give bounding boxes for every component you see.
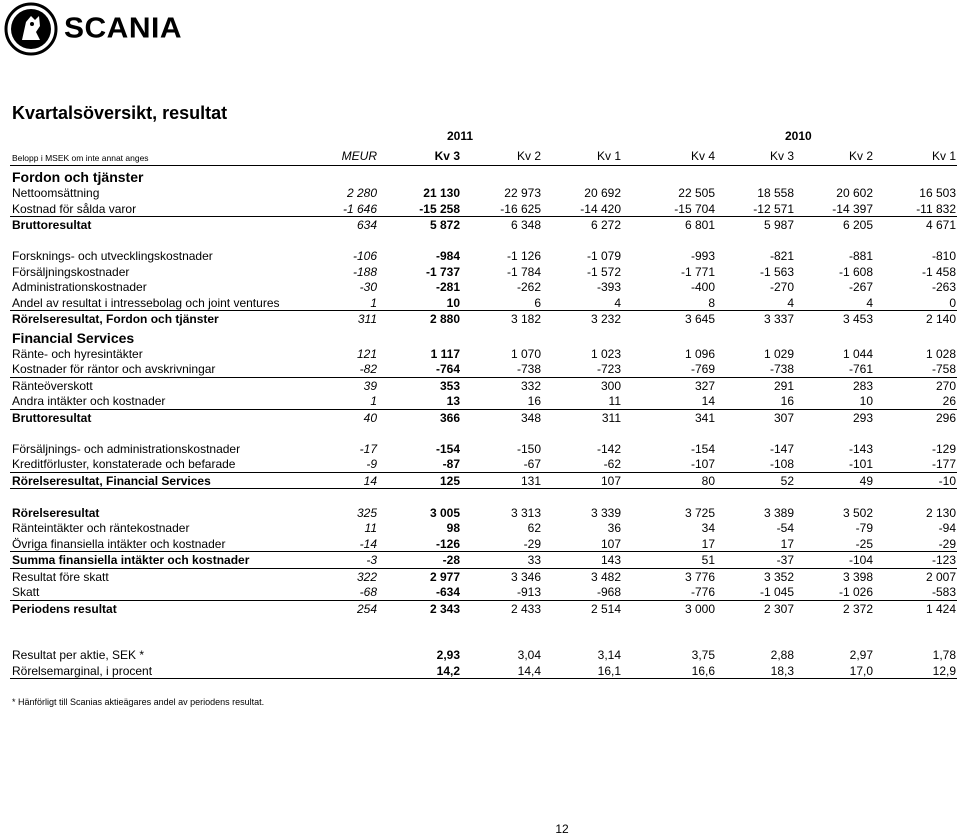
cell-value: 2 343 [429,601,460,616]
cell-value: 296 [935,410,956,425]
table-row [10,361,957,378]
table-row [10,456,957,473]
row-label: Ränte- och hyresintäkter [12,346,143,361]
cell-value: 26 [942,394,956,408]
row-label: Ränteintäkter och räntekostnader [12,521,190,535]
table-row [10,217,957,233]
cell-value: 2 130 [925,505,956,520]
griffin-emblem-icon [4,2,58,56]
cell-value: -101 [848,457,873,471]
table-row [10,279,957,295]
cell-value: -16 625 [500,201,541,216]
cell-value: -12 571 [753,201,794,216]
cell-value: 341 [694,410,715,425]
cell-value: 16,1 [597,663,621,678]
cell-value: -913 [516,585,541,599]
column-header: Kv 1 [596,149,621,163]
row-label: Kostnader för räntor och avskrivningar [12,362,216,376]
cell-value: 311 [601,410,621,425]
cell-value: 16,6 [691,663,715,678]
cell-value: 3 645 [684,312,715,326]
scania-logo [4,3,182,55]
cell-value: -1 784 [506,264,541,279]
cell-value: 20 602 [836,186,873,200]
section-heading [10,327,957,346]
cell-value: -1 608 [838,264,873,279]
cell-value: -177 [931,457,956,471]
table-row [10,536,957,553]
cell-value: 332 [520,378,541,393]
cell-value: -1 646 [342,201,377,216]
cell-value: 6 [534,295,541,310]
row-label: Bruttoresultat [12,410,92,425]
table-row [10,473,957,490]
row-label: Andel av resultat i intressebolag och joint ventures [12,295,280,310]
cell-value: -28 [442,553,460,567]
cell-value: 52 [780,473,794,488]
cell-value: -79 [855,521,873,535]
cell-value: -126 [435,536,460,551]
cell-value: -108 [769,457,794,471]
cell-value: 8 [708,295,715,310]
cell-value: 2,97 [849,648,873,662]
row-label: Periodens resultat [12,601,117,616]
cell-value: 22 973 [504,186,541,200]
cell-value: 307 [773,410,794,425]
cell-value: -1 126 [506,249,541,263]
row-label: Kostnad för sålda varor [12,201,137,216]
cell-value: -821 [769,249,794,263]
cell-value: 2 280 [346,186,377,200]
cell-value: -267 [848,280,873,294]
table-row [10,295,957,312]
cell-value: 1,78 [932,648,956,662]
footnote: * Hänförligt till Scanias aktieägares andel av periodens resultat. [12,697,265,707]
column-header-row [10,148,957,166]
cell-value: 366 [439,410,460,425]
cell-value: 14,2 [436,663,460,678]
table-row [10,248,957,264]
table-row [10,505,957,521]
row-label: Ränteöverskott [12,378,93,393]
cell-value: -188 [352,264,377,279]
row-label: Försäljningskostnader [12,264,130,279]
cell-value: -142 [596,441,621,456]
cell-value: 2 307 [763,601,794,616]
cell-value: 10 [446,295,460,310]
cell-value: 107 [600,473,621,488]
cell-value: 3 337 [763,312,794,326]
cell-value: 254 [356,601,377,616]
cell-value: 51 [701,553,715,567]
cell-value: -262 [516,280,541,294]
section-heading [10,166,957,185]
cell-value: 80 [701,473,715,488]
column-header: Kv 1 [931,149,956,163]
table-row [10,393,957,410]
cell-value: 1 028 [925,346,956,361]
cell-value: -9 [366,457,377,471]
cell-value: -881 [848,249,873,263]
cell-value: -30 [359,280,377,294]
spacer-row [10,616,957,632]
cell-value: 2 514 [590,601,621,616]
cell-value: 325 [356,505,377,520]
spacer-row [10,632,957,648]
cell-value: -129 [931,441,956,456]
cell-value: 1 424 [925,601,956,616]
table-row [10,520,957,536]
cell-value: 3 313 [510,505,541,520]
cell-value: -968 [596,585,621,599]
cell-value: 3 346 [510,569,541,584]
cell-value: 311 [357,312,377,326]
row-label: Resultat per aktie, SEK * [12,648,145,662]
cell-value: -3 [366,553,377,567]
column-header: Kv 3 [769,149,794,163]
cell-value: 11 [364,521,377,535]
cell-value: -993 [690,249,715,263]
cell-value: 20 692 [584,186,621,200]
cell-value: -87 [442,457,460,471]
cell-value: 3 000 [684,601,715,616]
row-label: Forsknings- och utvecklingskostnader [12,249,213,263]
cell-value: 17,0 [849,663,873,678]
row-label: Summa finansiella intäkter och kostnader [12,553,250,567]
cell-value: 3 005 [429,505,460,520]
cell-value: 348 [520,410,541,425]
cell-value: 3 482 [590,569,621,584]
cell-value: -17 [359,441,377,456]
cell-value: -1 079 [586,249,621,263]
cell-value: 1 070 [510,346,541,361]
row-label: Rörelsemarginal, i procent [12,663,153,678]
page-number: 12 [555,822,569,836]
cell-value: -154 [435,441,460,456]
cell-value: 300 [600,378,621,393]
cell-value: -29 [938,536,956,551]
cell-value: 1 [370,394,377,408]
cell-value: 6 801 [684,218,715,232]
cell-value: 98 [446,521,460,535]
cell-value: 14,4 [517,663,541,678]
cell-value: -14 397 [832,201,873,216]
row-label: Andra intäkter och kostnader [12,394,166,408]
cell-value: 131 [520,473,541,488]
cell-value: -1 737 [425,264,460,279]
cell-value: 3,14 [597,648,621,662]
cell-value: -1 572 [586,264,621,279]
cell-value: 3 398 [842,569,873,584]
cell-value: 3 453 [842,312,873,326]
cell-value: 3 502 [842,505,873,520]
cell-value: -68 [359,585,377,599]
year-2010: 2010 [785,129,812,143]
row-label: Skatt [12,585,40,599]
cell-value: 1 023 [590,346,621,361]
cell-value: -104 [848,553,873,567]
cell-value: 0 [949,295,956,310]
cell-value: 13 [446,394,460,408]
cell-value: 11 [608,394,621,408]
cell-value: -738 [769,362,794,376]
row-label: Rörelseresultat, Fordon och tjänster [12,312,219,326]
table-row [10,584,957,601]
cell-value: 293 [852,410,873,425]
cell-value: 121 [356,346,377,361]
table-row [10,264,957,280]
table-row [10,410,957,426]
cell-value: 6 205 [842,218,873,232]
cell-value: -143 [848,441,873,456]
cell-value: -761 [848,362,873,376]
cell-value: 62 [527,521,541,535]
cell-value: 40 [363,410,377,425]
cell-value: -764 [435,362,460,376]
cell-value: -147 [769,441,794,456]
cell-value: -634 [435,585,460,599]
cell-value: 33 [527,553,541,567]
cell-value: 3 776 [684,569,715,584]
cell-value: 2,93 [436,648,460,662]
cell-value: 14 [363,473,377,488]
cell-value: 6 272 [590,218,621,232]
cell-value: -583 [931,585,956,599]
cell-value: -67 [523,457,541,471]
cell-value: -123 [931,553,956,567]
cell-value: 3 352 [763,569,794,584]
cell-value: -11 832 [916,201,956,216]
cell-value: 18,3 [770,663,794,678]
cell-value: -106 [352,249,377,263]
cell-value: 4 [866,295,873,310]
cell-value: 327 [694,378,715,393]
table-row [10,346,957,362]
cell-value: 36 [607,521,621,535]
cell-value: 291 [773,378,794,393]
cell-value: 22 505 [678,186,715,200]
cell-value: -15 704 [674,201,715,216]
cell-value: 16 [527,394,541,408]
table-row [10,601,957,617]
cell-value: -776 [690,585,715,599]
cell-value: 3 232 [590,312,621,326]
cell-value: 4 [787,295,794,310]
row-label: Bruttoresultat [12,218,92,232]
cell-value: 4 [614,295,621,310]
row-label: Rörelseresultat, Financial Services [12,473,211,488]
cell-value: -270 [769,280,794,294]
cell-value: 2 977 [429,569,460,584]
cell-value: -1 771 [680,264,715,279]
cell-value: 1 044 [842,346,873,361]
table-row [10,441,957,457]
cell-value: -769 [690,362,715,376]
cell-value: -25 [855,536,873,551]
cell-value: 1 029 [763,346,794,361]
cell-value: 1 [370,295,377,310]
cell-value: -723 [596,362,621,376]
row-label: Kreditförluster, konstaterade och befarade [12,457,236,471]
cell-value: 14 [701,394,715,408]
section-title: Financial Services [12,329,135,346]
cell-value: 39 [363,378,377,393]
page-title: Kvartalsöversikt, resultat [12,103,228,123]
cell-value: 353 [439,378,460,393]
cell-value: 283 [852,378,873,393]
table-row [10,201,957,218]
cell-value: -54 [776,521,794,535]
spacer-row [10,425,957,441]
cell-value: -29 [523,536,541,551]
cell-value: 125 [439,473,460,488]
year-2011: 2011 [447,129,474,143]
row-label: Försäljnings- och administrationskostnader [12,441,241,456]
cell-value: -62 [603,457,621,471]
cell-value: 10 [859,394,873,408]
header-label: Belopp i MSEK om inte annat anges [12,153,149,163]
cell-value: -14 [359,536,377,551]
cell-value: -94 [938,521,956,535]
table-row [10,311,957,327]
cell-value: 6 348 [510,218,541,232]
cell-value: 2 372 [842,601,873,616]
cell-value: 3,75 [691,648,715,662]
cell-value: -150 [516,441,541,456]
table-row [10,552,957,569]
cell-value: -107 [690,457,715,471]
row-label: Administrationskostnader [12,280,147,294]
cell-value: 5 872 [429,218,460,232]
cell-value: 34 [701,521,715,535]
row-label: Övriga finansiella intäkter och kostnader [12,536,226,551]
cell-value: 16 [780,394,794,408]
cell-value: 21 130 [423,186,460,200]
cell-value: 16 503 [919,186,956,200]
cell-value: 3 182 [510,312,541,326]
cell-value: -1 045 [759,585,794,599]
cell-value: 270 [935,378,956,393]
cell-value: -14 420 [580,201,621,216]
results-table [10,148,957,679]
cell-value: -393 [596,280,621,294]
cell-value: 143 [600,553,621,567]
cell-value: 2,88 [770,648,794,662]
cell-value: 2 880 [429,312,460,326]
column-header: Kv 2 [848,149,873,163]
cell-value: 12,9 [932,663,956,678]
cell-value: -15 258 [419,201,460,216]
cell-value: -400 [690,280,715,294]
row-label: Nettoomsättning [12,186,100,200]
table-row [10,378,957,394]
cell-value: 17 [701,536,715,551]
cell-value: 1 117 [430,346,460,361]
cell-value: 2 140 [925,312,956,326]
column-header: Kv 4 [690,149,715,163]
column-header: MEUR [341,149,377,163]
cell-value: -281 [435,280,460,294]
year-header [0,129,960,145]
column-header: Kv 3 [434,149,460,163]
cell-value: -984 [435,249,460,263]
cell-value: -154 [690,441,715,456]
cell-value: 634 [356,218,377,232]
cell-value: 107 [600,536,621,551]
cell-value: 17 [780,536,794,551]
spacer-row [10,233,957,249]
cell-value: -738 [516,362,541,376]
cell-value: 18 558 [757,186,794,200]
column-header: Kv 2 [516,149,541,163]
spacer-row [10,489,957,505]
cell-value: 3 725 [684,505,715,520]
cell-value: 3 339 [590,505,621,520]
cell-value: -82 [359,362,377,376]
table-row [10,569,957,585]
brand-wordmark: SCANIA [64,12,183,45]
table-row [10,647,957,663]
cell-value: 2 433 [510,601,541,616]
cell-value: 3,04 [517,648,541,662]
cell-value: -263 [931,280,956,294]
section-title: Fordon och tjänster [12,169,144,185]
cell-value: -810 [931,249,956,263]
cell-value: -1 026 [838,585,873,599]
cell-value: 4 671 [925,218,956,232]
cell-value: -37 [776,553,794,567]
cell-value: 49 [859,473,873,488]
cell-value: -758 [931,362,956,376]
row-label: Resultat före skatt [12,569,109,584]
cell-value: 2 007 [925,569,956,584]
cell-value: -1 563 [759,264,794,279]
table-row [10,185,957,201]
row-label: Rörelseresultat [12,505,100,520]
cell-value: -10 [938,473,956,488]
cell-value: 1 096 [684,346,715,361]
cell-value: 3 389 [763,505,794,520]
table-row [10,663,957,680]
cell-value: 5 987 [763,218,794,232]
cell-value: -1 458 [921,264,956,279]
cell-value: 322 [356,569,377,584]
